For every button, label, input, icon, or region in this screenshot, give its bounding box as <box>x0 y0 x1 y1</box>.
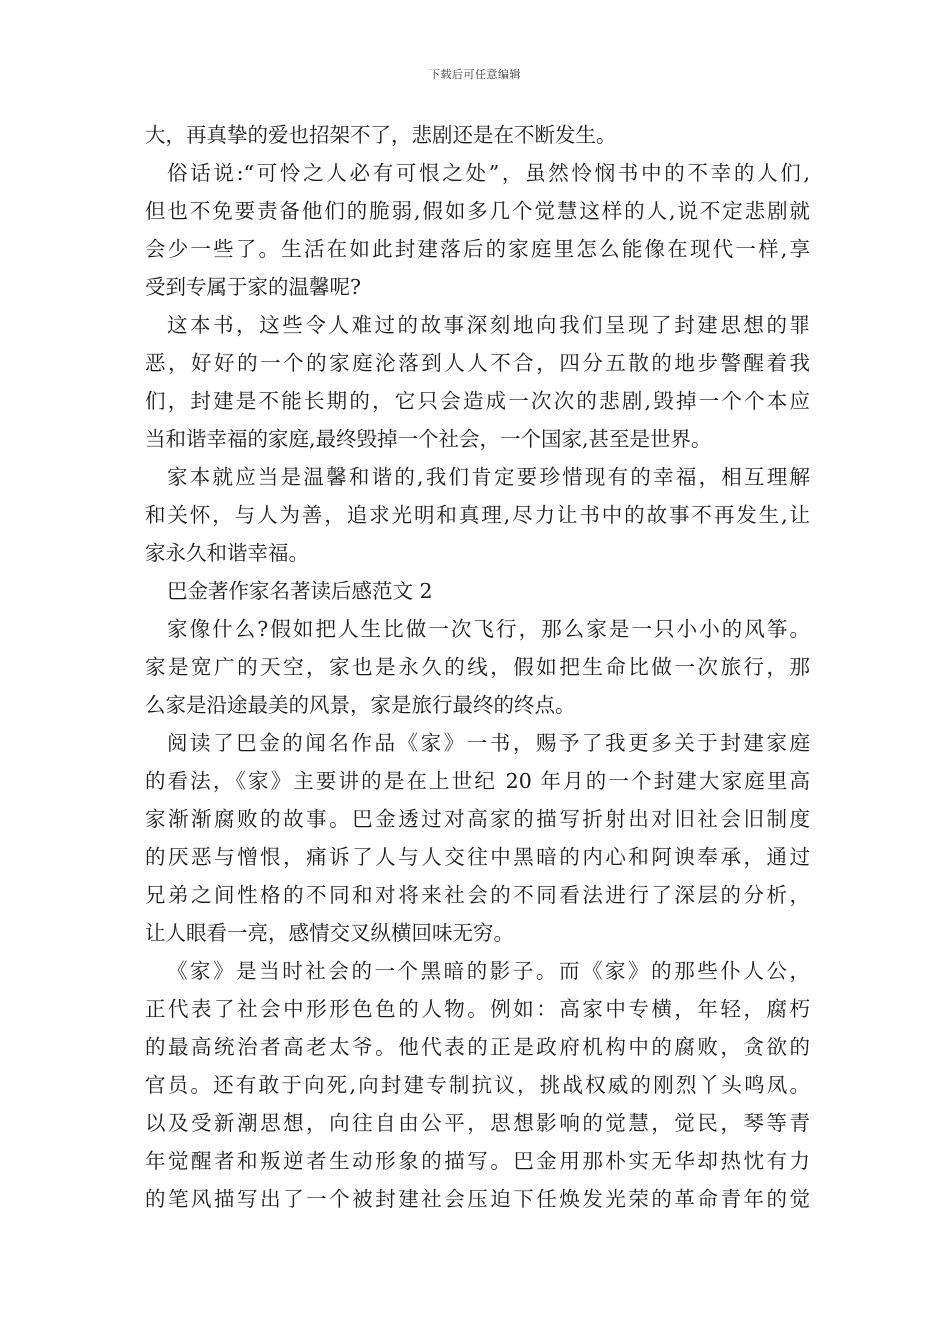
text-line: 家本就应当是温馨和谐的,我们肯定要珍惜现有的幸福，相互理解 <box>167 465 810 489</box>
text-line: 年觉醒者和叛逆者生动形象的描写。巴金用那朴实无华却热忱有力 <box>145 1149 810 1173</box>
text-line: 家像什么?假如把人生比做一次飞行，那么家是一只小小的风筝。 <box>167 617 810 641</box>
text-line: 和关怀，与人为善，追求光明和真理,尽力让书中的故事不再发生,让 <box>145 503 810 527</box>
document-body <box>145 116 810 1218</box>
text-line: 正代表了社会中形形色色的人物。例如：高家中专横，年轻，腐朽 <box>145 997 810 1021</box>
page-header: 下载后可任意编辑 <box>429 68 521 81</box>
text-line: 但也不免要责备他们的脆弱,假如多几个觉慧这样的人,说不定悲剧就 <box>145 199 810 223</box>
text-line: 们，封建是不能长期的，它只会造成一次次的悲剧,毁掉一个个本应 <box>145 389 810 413</box>
text-line: 家是宽广的天空，家也是永久的线，假如把生命比做一次旅行，那 <box>145 655 810 679</box>
text-line: 家永久和谐幸福。 <box>145 541 309 565</box>
text-line: 当和谐幸福的家庭,最终毁掉一个社会，一个国家,甚至是世界。 <box>145 427 712 451</box>
text-line: 兄弟之间性格的不同和对将来社会的不同看法进行了深层的分析， <box>145 883 810 907</box>
text-line: 大，再真挚的爱也招架不了，悲剧还是在不断发生。 <box>145 123 617 147</box>
text-line: 会少一些了。生活在如此封建落后的家庭里怎么能像在现代一样,享 <box>145 237 810 261</box>
text-line: 么家是沿途最美的风景，家是旅行最终的终点。 <box>145 693 576 717</box>
text-line: 恶，好好的一个的家庭沦落到人人不合，四分五散的地步警醒着我 <box>145 351 810 375</box>
text-line: 巴金著作家名著读后感范文 2 <box>167 579 433 603</box>
text-line: 让人眼看一亮，感情交叉纵横回味无穷。 <box>145 921 514 945</box>
text-line: 的看法，《家》主要讲的是在上世纪 20 年月的一个封建大家庭里高 <box>145 769 810 793</box>
text-line: 《家》是当时社会的一个黑暗的影子。而《家》的那些仆人公， <box>167 959 810 983</box>
text-line: 官员。还有敢于向死,向封建专制抗议，挑战权威的刚烈丫头鸣凤。 <box>145 1073 810 1097</box>
text-line: 的笔风描写出了一个被封建社会压迫下任焕发光荣的革命青年的觉 <box>145 1187 810 1211</box>
text-line: 的最高统治者高老太爷。他代表的正是政府机构中的腐败，贪欲的 <box>145 1035 810 1059</box>
text-line: 家渐渐腐败的故事。巴金透过对高家的描写折射出对旧社会旧制度 <box>145 807 810 831</box>
text-line: 以及受新潮思想，向往自由公平，思想影响的觉慧，觉民，琴等青 <box>145 1111 810 1135</box>
text-line: 的厌恶与憎恨，痛诉了人与人交往中黑暗的内心和阿谀奉承，通过 <box>145 845 810 869</box>
text-line: 受到专属于家的温馨呢? <box>145 275 361 299</box>
text-line: 俗话说:“可怜之人必有可恨之处”，虽然怜悯书中的不幸的人们, <box>167 161 810 185</box>
text-line: 这本书，这些令人难过的故事深刻地向我们呈现了封建思想的罪 <box>167 313 810 337</box>
text-line: 阅读了巴金的闻名作品《家》一书，赐予了我更多关于封建家庭 <box>167 731 810 755</box>
